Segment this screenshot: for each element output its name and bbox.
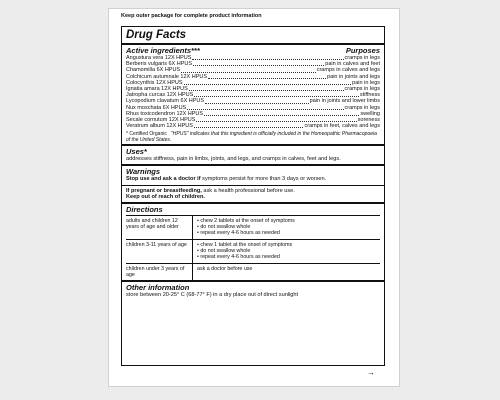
divider <box>122 185 384 186</box>
dosage-line: • do not swallow whole <box>197 248 251 254</box>
ingredient-name: Colchicum autumnale 12X HPUS <box>126 73 208 80</box>
ingredient-name: Secale cornutum 12X HPUS <box>126 117 196 124</box>
uses-text: addresses stiffness, pain in limbs, joints, and legs, and cramps in calves, feet and legs. <box>126 156 341 163</box>
footnote-organic: * Certified Organic <box>126 131 167 138</box>
ingredient-row <box>126 123 380 129</box>
dosage-line: • chew 2 tablets at the onset of symptoms <box>197 217 295 224</box>
age-group: children under 3 years of age <box>126 263 193 280</box>
ingredient-name: Berberis vulgaris 6X HPUS <box>126 61 193 68</box>
leader-dots <box>194 127 304 128</box>
ingredient-purpose: cramps in calves and legs <box>316 67 380 74</box>
dosage-line: • repeat every 4-6 hours as needed <box>197 230 280 237</box>
pregnancy-bold: If pregnant or breastfeeding, <box>126 187 202 194</box>
directions-row <box>126 215 380 239</box>
active-ingredients-label: Active ingredients*** <box>126 46 200 55</box>
dosage-line: • repeat every 4-6 hours as needed <box>197 254 280 261</box>
uses-header <box>126 147 380 156</box>
active-ingredients-header <box>126 46 380 55</box>
ingredient-name: Angustura vera 12X HPUS <box>126 55 192 61</box>
dosage-instructions <box>193 239 381 263</box>
drug-facts-title: Drug Facts <box>126 29 187 41</box>
directions-table <box>126 215 380 280</box>
ingredient-purpose: cramps in legs <box>344 86 380 93</box>
ingredient-list <box>126 55 380 129</box>
ingredient-name: Nux moschata 6X HPUS <box>126 104 187 111</box>
dosage-instructions <box>193 263 381 280</box>
ingredient-purpose: pain in joints and legs <box>327 73 380 80</box>
keep-out-of-reach: Keep out of reach of children. <box>126 194 205 201</box>
directions-header <box>126 205 380 214</box>
product-image <box>108 8 400 387</box>
ingredient-name: Chamomilla 6X HPUS <box>126 67 181 74</box>
ingredient-name: Rhus toxicodendron 12X HPUS <box>126 110 204 117</box>
ingredient-purpose: cramps in legs <box>344 104 380 111</box>
dosage-line: • do not swallow whole <box>197 224 251 231</box>
leader-dots <box>193 65 324 66</box>
hpus-footnote <box>126 131 380 143</box>
ingredient-purpose: soreness <box>357 117 380 124</box>
leader-dots <box>194 96 359 97</box>
leader-dots <box>208 78 326 79</box>
other-information-label: Other information <box>126 283 190 293</box>
leader-dots <box>196 121 356 122</box>
ingredient-name: Colocynthis 12X HPUS <box>126 79 183 86</box>
dosage-instructions <box>193 215 381 239</box>
ingredient-purpose: pain in joints and lower limbs <box>309 98 380 105</box>
package-notice: Keep outer package for complete product information <box>121 13 262 19</box>
ingredient-name: Lycopodium clavatum 6X HPUS <box>126 98 205 105</box>
age-group: adults and children 12 years of age and older <box>126 215 193 239</box>
leader-dots <box>184 84 352 85</box>
leader-dots <box>205 103 309 104</box>
divider <box>122 202 384 204</box>
ingredient-purpose: cramps in feet, calves and legs <box>304 123 380 130</box>
ingredient-purpose: pain in legs <box>352 79 380 86</box>
drug-facts-panel <box>121 26 385 366</box>
pregnancy-text <box>126 188 380 195</box>
ingredient-name: Ignatia amara 12X HPUS <box>126 86 188 93</box>
stop-use-bold: Stop use and ask a doctor if <box>126 176 201 183</box>
warnings-header <box>126 167 380 176</box>
other-information-header <box>126 283 380 292</box>
divider <box>122 164 384 166</box>
storage-text: store between 20-25° C (68-77° F) in a dry place out of direct sunlight <box>126 292 299 299</box>
uses-label: Uses* <box>126 147 147 157</box>
leader-dots <box>204 115 359 116</box>
divider <box>122 43 384 45</box>
dosage-line: ask a doctor before use <box>197 265 253 272</box>
stop-use-rest: symptoms persist for more than 3 days or worsen. <box>200 176 327 183</box>
footnote-hpus: "HPUS" indicates that this ingredient is officially included in the Homeopathic Pharmacopoeia of the United States. <box>126 131 377 144</box>
ingredient-purpose: stiffness <box>359 92 380 99</box>
leader-dots <box>181 72 316 73</box>
purposes-label: Purposes <box>345 46 380 55</box>
warnings-label: Warnings <box>126 167 161 177</box>
directions-row <box>126 239 380 263</box>
stop-use-text <box>126 176 380 183</box>
directions-row <box>126 263 380 280</box>
ingredient-purpose: cramps in legs <box>344 55 380 61</box>
ingredient-purpose: pain in calves and feet <box>325 61 380 68</box>
divider <box>122 144 384 146</box>
leader-dots <box>189 90 344 91</box>
ingredient-name: Jatropha curcas 12X HPUS <box>126 92 194 99</box>
arrow-right-icon[interactable]: → <box>367 368 375 377</box>
leader-dots <box>187 109 343 110</box>
directions-label: Directions <box>126 204 163 214</box>
age-group: children 3-11 years of age <box>126 239 193 263</box>
dosage-line: • chew 1 tablet at the onset of symptoms <box>197 241 293 248</box>
ingredient-purpose: swelling <box>360 110 380 117</box>
pregnancy-rest: ask a health professional before use. <box>201 187 295 194</box>
ingredient-name: Veratrum album 12X HPUS <box>126 123 193 130</box>
leader-dots <box>192 59 343 60</box>
divider <box>122 280 384 282</box>
